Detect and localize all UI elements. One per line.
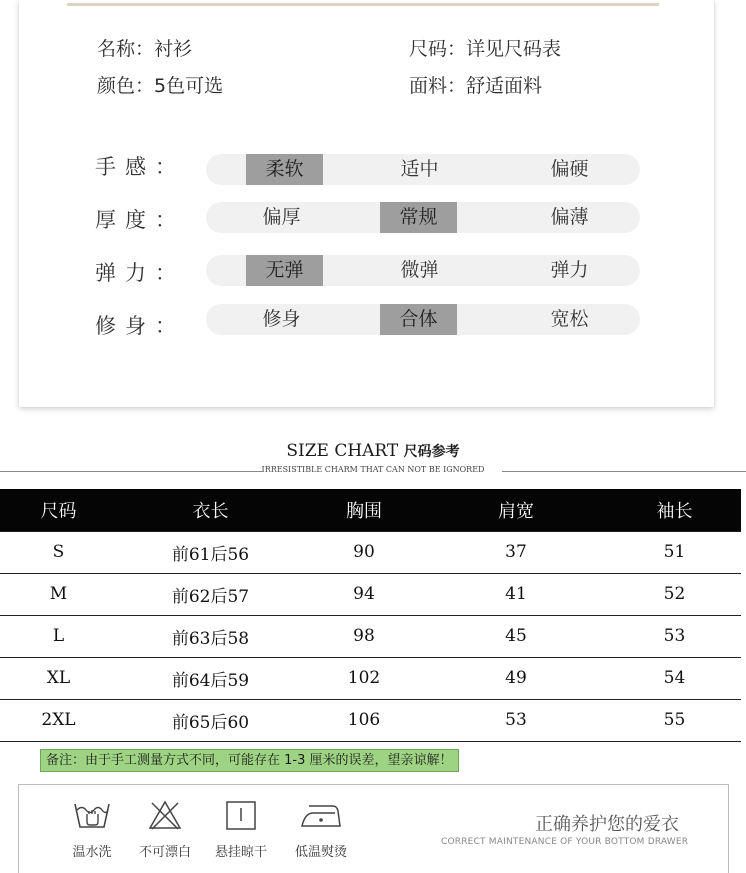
table-cell: M <box>0 573 117 615</box>
table-cell: 49 <box>424 657 608 699</box>
table-cell: 52 <box>608 573 741 615</box>
product-size: 尺码：详见尺码表 <box>409 38 562 60</box>
table-row <box>0 699 741 741</box>
attr-scale-feel <box>206 154 640 185</box>
attr-option: 偏硬 <box>550 158 589 180</box>
care-label: 温水洗 <box>72 845 112 860</box>
column-header: 肩宽 <box>424 489 608 531</box>
size-chart-title <box>0 441 746 461</box>
hang-dry-icon <box>212 799 270 831</box>
attr-option: 宽松 <box>550 308 589 330</box>
table-cell: 前64后59 <box>117 657 304 699</box>
care-label: 悬挂晾干 <box>214 845 267 860</box>
no-bleach-icon <box>136 799 194 831</box>
table-cell: 102 <box>304 657 424 699</box>
table-cell: L <box>0 615 117 657</box>
table-row <box>0 615 741 657</box>
table-row <box>0 657 741 699</box>
product-info-card <box>19 0 714 407</box>
care-label: 低温熨烫 <box>294 845 347 860</box>
table-cell: 53 <box>608 615 741 657</box>
attr-option: 无弹 <box>246 255 323 286</box>
column-header: 袖长 <box>608 489 741 531</box>
attr-option: 适中 <box>400 158 439 180</box>
table-cell: S <box>0 531 117 573</box>
care-item-warm-wash <box>69 799 115 860</box>
card-top-divider <box>67 3 659 6</box>
table-cell: 前61后56 <box>117 531 304 573</box>
attr-option: 偏厚 <box>262 206 301 228</box>
care-item-low-iron <box>291 799 351 860</box>
attr-scale-thickness <box>206 202 640 233</box>
attr-option: 弹力 <box>550 259 589 281</box>
care-subtitle: CORRECT MAINTENANCE OF YOUR BOTTOM DRAWER <box>441 837 689 847</box>
table-header-row <box>0 489 741 531</box>
column-header: 尺码 <box>0 489 117 531</box>
measurement-note: 备注：由于手工测量方式不同，可能存在 1-3 厘米的误差，望亲谅解！ <box>40 749 459 772</box>
attr-option: 微弹 <box>400 259 439 281</box>
attr-label-feel: 手感： <box>95 155 185 179</box>
product-color: 颜色：5色可选 <box>97 75 224 97</box>
table-cell: 55 <box>608 699 741 741</box>
size-table <box>0 489 741 742</box>
product-fabric: 面料：舒适面料 <box>409 75 543 97</box>
table-cell: XL <box>0 657 117 699</box>
attr-label-fit: 修身： <box>95 314 185 338</box>
table-cell: 2XL <box>0 699 117 741</box>
attr-scale-elasticity <box>206 255 640 286</box>
care-title: 正确养护您的爱衣 <box>535 814 679 835</box>
table-cell: 51 <box>608 531 741 573</box>
care-instructions <box>18 784 729 873</box>
attr-option: 常规 <box>380 202 457 233</box>
attr-label-thickness: 厚度： <box>95 208 185 232</box>
table-cell: 前63后58 <box>117 615 304 657</box>
table-cell: 37 <box>424 531 608 573</box>
care-item-no-bleach <box>136 799 194 860</box>
warm-wash-icon <box>69 799 115 831</box>
table-cell: 90 <box>304 531 424 573</box>
table-cell: 53 <box>424 699 608 741</box>
column-header: 衣长 <box>117 489 304 531</box>
size-chart-subtitle: IRRESISTIBLE CHARM THAT CAN NOT BE IGNORED <box>261 465 485 474</box>
table-cell: 41 <box>424 573 608 615</box>
care-label: 不可漂白 <box>138 845 191 860</box>
table-cell: 45 <box>424 615 608 657</box>
size-chart-title-en: SIZE CHART <box>286 441 399 461</box>
column-header: 胸围 <box>304 489 424 531</box>
attr-option: 修身 <box>262 308 301 330</box>
table-cell: 54 <box>608 657 741 699</box>
table-cell: 前62后57 <box>117 573 304 615</box>
table-cell: 前65后60 <box>117 699 304 741</box>
attr-option: 偏薄 <box>550 206 589 228</box>
table-row <box>0 573 741 615</box>
attr-option: 合体 <box>380 304 457 335</box>
care-item-hang-dry <box>212 799 270 860</box>
product-name: 名称：衬衫 <box>97 38 193 60</box>
attr-option: 柔软 <box>246 154 323 185</box>
low-iron-icon <box>291 799 351 831</box>
attr-scale-fit <box>206 304 640 335</box>
attr-label-elasticity: 弹力： <box>95 261 185 285</box>
table-cell: 94 <box>304 573 424 615</box>
table-cell: 98 <box>304 615 424 657</box>
table-cell: 106 <box>304 699 424 741</box>
size-chart-title-cn: 尺码参考 <box>403 444 460 460</box>
table-row <box>0 531 741 573</box>
